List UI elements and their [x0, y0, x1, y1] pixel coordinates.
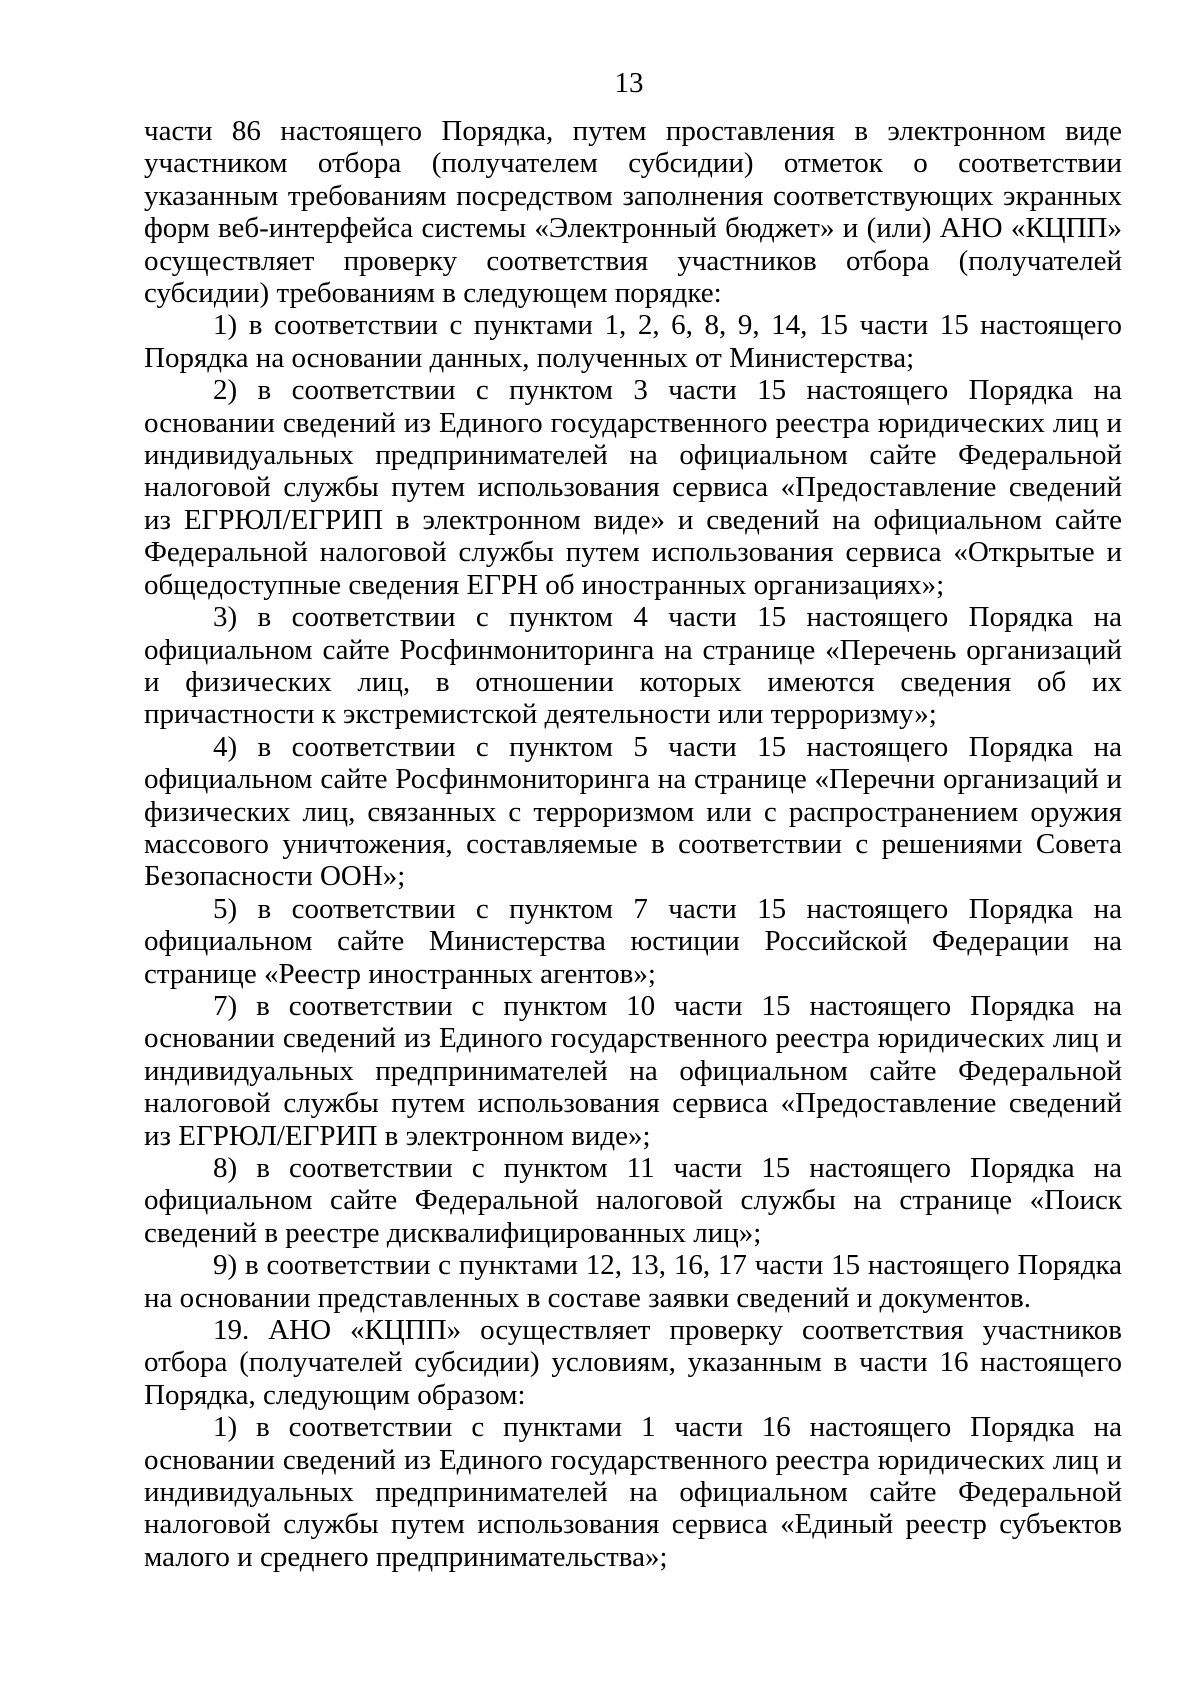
paragraph-item-9: 9) в соответствии с пунктами 12, 13, 16, 17 части 15 настоящего Порядка на основании представленных в составе заявки сведений и документов. [144, 1249, 1122, 1314]
page-number: 13 [614, 67, 644, 99]
paragraph-item-3: 3) в соответствии с пунктом 4 части 15 настоящего Порядка на официальном сайте Росфинмониторинга на странице «Перечень организаций и физических лиц, в отношении которых имеются сведения об их причастности к экстремистской деятельности или терроризму»; [144, 601, 1122, 731]
paragraph-item-8: 8) в соответствии с пунктом 11 части 15 настоящего Порядка на официальном сайте Федеральной налоговой службы на странице «Поиск сведений в реестре дисквалифицированных лиц»; [144, 1152, 1122, 1249]
paragraph-section-19-item-1: 1) в соответствии с пунктами 1 части 16 настоящего Порядка на основании сведений из Единого государственного реестра юридических лиц и индивидуальных предпринимателей на официальном сайте Федеральной налоговой службы путем использования сервиса «Единый реестр субъектов малого и среднего предпринимательства»; [144, 1411, 1122, 1573]
paragraph-continuation: части 86 настоящего Порядка, путем проставления в электронном виде участником отбора (получателем субсидии) отметок о соответствии указанным требованиям посредством заполнения соответствующих экранных форм веб-интерфейса системы «Электронный бюджет» и (или) АНО «КЦПП» осуществляет проверку соответствия участников отбора (получателей субсидии) требованиям в следующем порядке: [144, 115, 1122, 310]
paragraph-item-5: 5) в соответствии с пунктом 7 части 15 настоящего Порядка на официальном сайте Министерства юстиции Российской Федерации на странице «Реестр иностранных агентов»; [144, 892, 1122, 990]
paragraph-item-1: 1) в соответствии с пунктами 1, 2, 6, 8, 9, 14, 15 части 15 настоящего Порядка на основании данных, полученных от Министерства; [144, 309, 1122, 374]
paragraph-item-2: 2) в соответствии с пунктом 3 части 15 настоящего Порядка на основании сведений из Единого государственного реестра юридических лиц и индивидуальных предпринимателей на официальном сайте Федеральной налоговой службы путем использования сервиса «Предоставление сведений из ЕГРЮЛ/ЕГРИП в электронном виде» и сведений на официальном сайте Федеральной налоговой службы путем использования сервиса «Открытые и общедоступные сведения ЕГРН об иностранных организациях»; [144, 374, 1122, 601]
paragraph-item-7: 7) в соответствии с пунктом 10 части 15 настоящего Порядка на основании сведений из Единого государственного реестра юридических лиц и индивидуальных предпринимателей на официальном сайте Федеральной налоговой службы путем использования сервиса «Предоставление сведений из ЕГРЮЛ/ЕГРИП в электронном виде»; [144, 989, 1122, 1152]
paragraph-section-19: 19. АНО «КЦПП» осуществляет проверку соответствия участников отбора (получателей субсидии) условиям, указанным в части 16 настоящего Порядка, следующим образом: [144, 1314, 1122, 1411]
document-body [144, 115, 1122, 1573]
paragraph-item-4: 4) в соответствии с пунктом 5 части 15 настоящего Порядка на официальном сайте Росфинмониторинга на странице «Перечни организаций и физических лиц, связанных с терроризмом или с распространением оружия массового уничтожения, составляемые в соответствии с решениями Совета Безопасности ООН»; [144, 730, 1122, 893]
